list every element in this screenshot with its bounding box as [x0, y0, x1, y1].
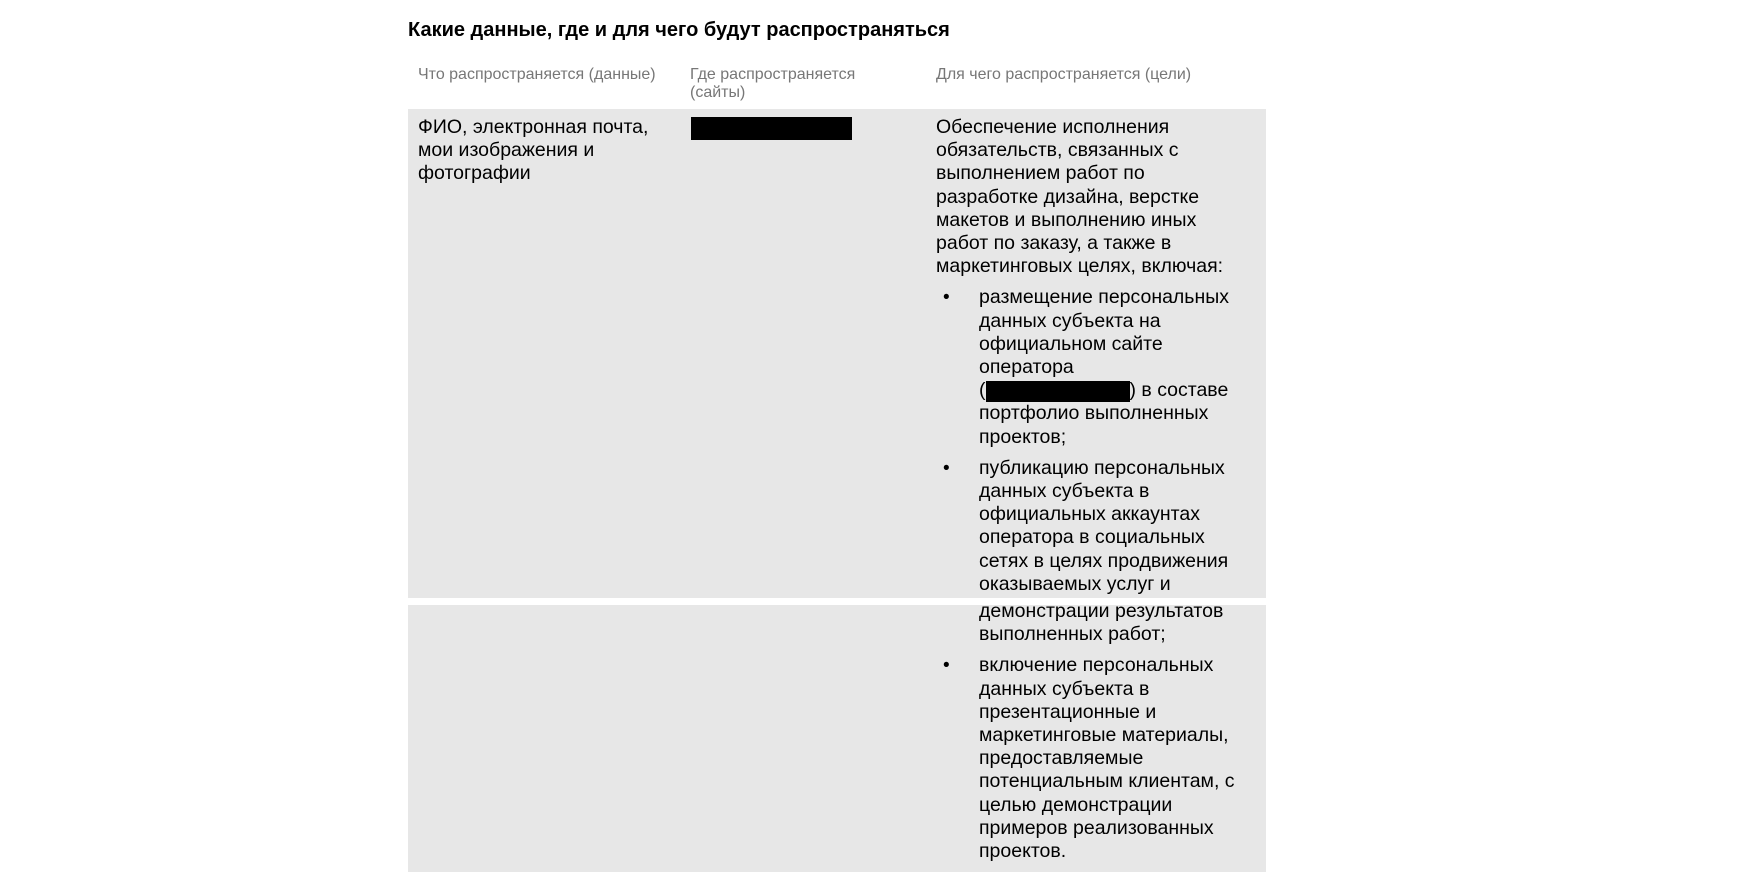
text-line: оказываемых услуг и	[979, 572, 1171, 595]
text-line: маркетинговых целях, включая:	[936, 255, 1224, 278]
text-line: работ по заказу, а также в	[936, 232, 1172, 255]
text-line: Обеспечение исполнения	[936, 116, 1170, 138]
text-line: примеров реализованных	[979, 816, 1214, 839]
text-line: официальных аккаунтах	[979, 503, 1200, 526]
text-line: выполнением работ по	[936, 162, 1145, 185]
bullet-icon: •	[943, 457, 950, 479]
text-line: проектов.	[979, 840, 1067, 863]
text-line: сетях в целях продвижения	[979, 549, 1229, 572]
text-line: потенциальным клиентам, с	[979, 770, 1235, 793]
text-line: проектов;	[979, 425, 1067, 448]
text-line: фотографии	[418, 162, 531, 185]
column-header-sites: Где распространяется (сайты)	[690, 66, 856, 101]
text-line: (|REDACTED| ) в составе	[979, 379, 1229, 402]
text-line: демонстрации результатов	[979, 600, 1224, 623]
text-line: данных субъекта на	[979, 309, 1161, 332]
redacted-site	[691, 117, 852, 140]
text-line: официальном сайте	[979, 332, 1163, 355]
text-line: публикацию персональных	[979, 456, 1225, 479]
purpose-list-item	[943, 286, 1235, 448]
purpose-list-item	[943, 654, 1235, 863]
text-line: макетов и выполнению иных	[936, 208, 1197, 231]
text-line: оператора	[979, 356, 1074, 379]
text-line: целью демонстрации	[979, 793, 1173, 816]
column-header-data: Что распространяется (данные)	[418, 66, 656, 83]
section-title: Какие данные, где и для чего будут распространяться	[408, 19, 950, 41]
bullet-icon: •	[943, 655, 950, 677]
bullet-icon: •	[943, 287, 950, 309]
text-line: портфолио выполненных	[979, 402, 1209, 425]
text-line: данных субъекта в	[979, 480, 1150, 503]
data-cell	[418, 116, 648, 186]
text-line: выполненных работ;	[979, 623, 1166, 646]
text-line: маркетинговые материалы,	[979, 724, 1229, 747]
purpose-cell	[936, 116, 1235, 863]
text-line: ФИО, электронная почта,	[418, 116, 649, 138]
column-header-purpose: Для чего распространяется (цели)	[936, 66, 1192, 83]
text-line: разработке дизайна, верстке	[936, 185, 1200, 208]
text-line: включение персональных	[979, 654, 1214, 677]
purpose-list-item	[943, 456, 1235, 647]
text-line: мои изображения и	[418, 139, 595, 162]
text-line: данных субъекта в	[979, 677, 1150, 700]
text-line: презентационные и	[979, 700, 1157, 723]
text-line: оператора в социальных	[979, 526, 1205, 549]
text-line: размещение персональных	[979, 286, 1230, 309]
redacted-url: |REDACTED|	[986, 381, 1130, 402]
text-line: обязательств, связанных с	[936, 139, 1179, 162]
text-line: предоставляемые	[979, 747, 1144, 770]
